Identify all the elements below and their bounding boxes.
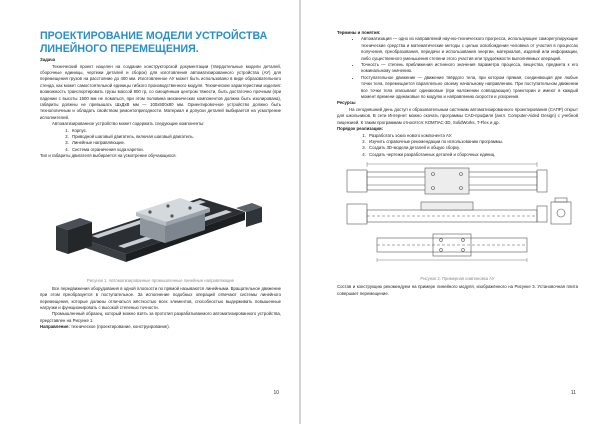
page-title (40, 30, 281, 55)
terms-list (337, 36, 578, 100)
title-line-2: ЛИНЕЙНОГО ПЕРЕМЕЩЕНИЯ. (40, 42, 199, 55)
page-right (301, 0, 600, 424)
task-heading: Задача (40, 57, 55, 63)
assembly-drawing (337, 158, 578, 270)
direction-text: техническое (проектирование, конструирование). (69, 324, 170, 330)
paragraph-linear: Все передвижения оборудования в одной плоскости по прямой называются линейными. Вращательное движение при этом преобразуется в поступательное. За исполнение подобных операций отвечают системы линейного перемещения, которые должны отличаться жёсткостью всех элементов, способностью выдерживать повышенные нагрузки и функционировать с высокой степенью точности. (40, 285, 281, 310)
figure-1 (40, 160, 281, 284)
list-item: • Автоматизация — одно из направлений научно-технического прогресса, использующее саморегулирующие технические средства и математические методы с целью освобождения человека от участия в процессах получения, преобразования, передачи и использования энергии, материалов, изделий или информации, либо существенного уменьшения степени этого участия или трудоёмкости выполняемых операций. (361, 36, 578, 62)
procedure-heading: Порядок реализации: (337, 126, 384, 132)
list-item: 2. Приводной шаговый двигатель, включая шаговый двигатель. (70, 134, 281, 140)
title-line-1: ПРОЕКТИРОВАНИЕ МОДЕЛИ УСТРОЙСТВА (40, 30, 268, 42)
page-number: 10 (273, 390, 279, 396)
page-number: 11 (570, 390, 576, 396)
linear-guide-photo (40, 160, 281, 272)
list-item: 4. Создать чертежи разработанных деталей и сборочных единиц. (367, 152, 578, 158)
direction-label: Направление: (40, 324, 70, 330)
figure-2 (337, 158, 578, 282)
paragraph-resources: На сегодняшний день доступ к образовательным системам автоматизированного проектирования (САПР) открыт для школьников. В сети Интернет можно скачать программы CAD-профиля (англ. Computer-Aided Design) с учебной лицензией. К таким программам относятся: КОМПАС-3D, SolidWorks, T-Flex и др. (337, 106, 578, 125)
list-item: 1. Разработать эскиз нового компонента АУ. (367, 133, 578, 139)
list-item: • Поступательное движение — движение твёрдого тела, при котором прямая, соединяющая две любые точки тела, перемещается параллельно своему начальному направлению. При поступательном движении все точки тела описывают одинаковые (при наложении совпадающие) траектории и имеют в каждый момент времени одинаковые по модулю и направлению скорости и ускорения. (361, 75, 578, 101)
list-item: 3. Создать 3D-модели деталей и общую сборку. (367, 145, 578, 151)
paragraph-components: Автоматизированное устройство может содержать следующие компоненты: (52, 121, 205, 127)
paragraph-direction (40, 324, 281, 330)
terms-heading: Термины и понятия: (337, 30, 381, 35)
list-item: 1. Корпус. (70, 128, 281, 134)
figure-1-caption: Рисунок 1. Автоматизированные промышленные линейные направляющие (87, 277, 234, 283)
paragraph-composition: Состав и конструкцию рекомендуем на примере линейного модуля, изображённого на Рисунке 3. Установочная плита совершает перемещение. (337, 284, 578, 296)
list-item: • Точность — степень приближения истинного значения параметра процесса, вещества, предмета к его номинальному значению. (361, 62, 578, 75)
components-list (40, 128, 281, 154)
list-item: 2. Изучить справочные рекомендации по использованию программы. (367, 139, 578, 145)
list-item: 3. Линейные направляющие. (70, 140, 281, 146)
paragraph-prototype: Промышленный образец, который можно взять за прототип разрабатываемого автоматизированного устройства, представлен на Рисунке 1. (40, 311, 281, 323)
page-left (0, 0, 299, 424)
procedure-list (337, 133, 578, 159)
figure-2-caption: Рисунок 2. Примерная компоновка АУ (420, 276, 495, 282)
resources-heading: Ресурсы (337, 100, 356, 106)
list-item: 4. Система ограничения хода каретки. (70, 147, 281, 153)
paragraph-motor: Тип и габариты двигателя выбирается на усмотрение обучающихся. (40, 153, 177, 159)
paragraph-intro: Технический проект нацелен на создание конструкторской документации (твердотельные модели деталей, сборочные единицы, чертежи деталей и сборок) для изготовления автоматизированного устройства (АУ) для перемещения грузов на расстояние до 400 мм. Изготовленное АУ может быть использовано в виде образовательного стенда, как может самостоятельной единицы гибкого производственного модуля. Технические характеристики изделия: возможность транспортировать грузы массой 800 гр, со смещённым центром тяжести, быть достаточно прочным (при падении с высоты 1500 мм не ломаться, при этом половина механических компонентов должна быть изолирована), габариты должны не превышать ШхДхВ мм — 100х500х80 мм. Ориентировочное устройство должно быть технологичным и обладать свойством ремонтопригодности. Материал и допуски деталей выбирается на усмотрение исполнителей. (40, 63, 281, 120)
